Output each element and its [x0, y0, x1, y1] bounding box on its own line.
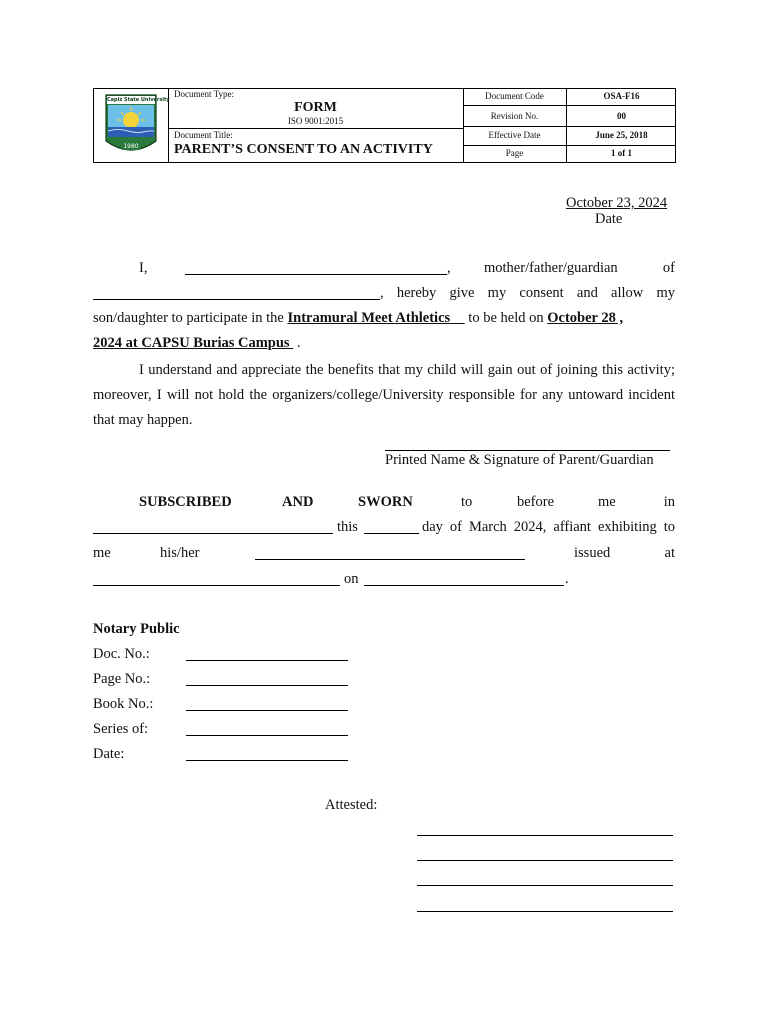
sworn-this: this	[337, 519, 358, 535]
attested-line-1	[417, 835, 673, 836]
parent-name-blank	[185, 260, 447, 275]
sworn-line-2	[93, 519, 675, 539]
consent-paragraph-2: I understand and appreciate the benefits that my child will gain out of joining this activity; moreover, I will not hold the organizers/college/University responsible for any untoward incident that may happen.	[93, 362, 675, 428]
notary-blank	[186, 696, 348, 711]
attested-line-4	[417, 911, 673, 912]
notary-blank	[186, 721, 348, 736]
consent-role: mother/father/guardian	[484, 260, 618, 276]
activity-venue: 2024 at CAPSU Burias Campus	[93, 335, 290, 351]
notary-blank	[186, 671, 348, 686]
notary-label: Series of:	[93, 721, 149, 737]
consent-i: I,	[139, 260, 148, 276]
logo-top-text: Capiz State University	[107, 97, 170, 103]
consent-of: of	[662, 260, 675, 276]
sworn-place-blank	[93, 519, 333, 534]
logo-year: 1980	[123, 143, 139, 150]
notary-field-series	[93, 721, 353, 746]
consent-line-1	[93, 260, 675, 280]
notary-fields	[93, 646, 353, 771]
signature-line	[385, 450, 670, 451]
university-logo	[104, 93, 170, 157]
meta-value-revision: 00	[617, 111, 626, 121]
meta-label-document-code: Document Code	[485, 91, 544, 101]
notary-label: Page No.:	[93, 671, 151, 687]
sworn-line-3	[93, 545, 675, 565]
sworn-issued: issued	[574, 545, 611, 561]
sworn-id-blank	[255, 545, 525, 560]
meta-value-document-code: OSA-F16	[603, 91, 640, 101]
sworn-issued-at-blank	[93, 571, 340, 586]
doc-type-label: Document Type:	[174, 89, 234, 99]
attested-line-2	[417, 860, 673, 861]
consent-line-4: 2024 at CAPSU Burias Campus .	[93, 335, 301, 351]
letter-date: October 23, 2024	[566, 195, 668, 211]
comma: ,	[447, 260, 451, 276]
sworn-and: AND	[282, 494, 314, 510]
sworn-sworn: SWORN	[358, 494, 413, 510]
sworn-day-of: day of March 2024, affiant exhibiting to	[422, 519, 675, 535]
sworn-on: on	[344, 571, 359, 587]
sworn-at: at	[664, 545, 675, 561]
sworn-period: .	[565, 571, 569, 587]
sworn-issued-on-blank	[364, 571, 564, 586]
sworn-in: in	[663, 494, 675, 510]
consent-line-3	[93, 310, 683, 327]
consent-line-2	[93, 285, 675, 305]
consent-held-on: to be held on	[468, 310, 544, 326]
notary-blank	[186, 746, 348, 761]
signature-label: Printed Name & Signature of Parent/Guardian	[385, 452, 654, 468]
sworn-his-her: his/her	[160, 545, 200, 561]
notary-label: Book No.:	[93, 696, 154, 712]
meta-label-page: Page	[505, 148, 524, 158]
notary-field-date	[93, 746, 353, 771]
notary-field-book-no	[93, 696, 353, 721]
sworn-me-2: me	[93, 545, 111, 561]
notary-label: Doc. No.:	[93, 646, 150, 662]
notary-label: Date:	[93, 746, 125, 762]
meta-value-effective-date: June 25, 2018	[595, 130, 648, 140]
sworn-line-4	[93, 571, 675, 591]
sworn-to: to	[461, 494, 473, 510]
attested-line-3	[417, 885, 673, 886]
iso-standard: ISO 9001:2015	[287, 116, 344, 126]
sworn-day-blank	[364, 519, 419, 534]
notary-blank	[186, 646, 348, 661]
meta-value-page: 1 of 1	[611, 148, 632, 158]
doc-type: FORM	[294, 100, 337, 115]
child-name-blank	[93, 285, 380, 300]
consent-hereby: , hereby give my consent and allow my	[380, 285, 675, 301]
consent-participate: son/daughter to participate in the	[93, 310, 284, 326]
sworn-before: before	[517, 494, 555, 510]
meta-label-effective-date: Effective Date	[488, 130, 541, 140]
document-header-table	[93, 88, 676, 163]
sworn-subscribed: SUBSCRIBED	[139, 494, 232, 510]
activity-name: Intramural Meet Athletics	[287, 310, 451, 326]
sworn-line-1	[93, 494, 675, 514]
attested-label: Attested:	[325, 797, 378, 813]
meta-label-revision: Revision No.	[490, 111, 539, 121]
notary-field-page-no	[93, 671, 353, 696]
doc-title-label: Document Title:	[174, 130, 233, 140]
sworn-me: me	[598, 494, 616, 510]
doc-title: PARENT’S CONSENT TO AN ACTIVITY	[174, 142, 433, 157]
letter-date-label: Date	[595, 211, 623, 227]
activity-date: October 28 ,	[547, 310, 624, 326]
notary-field-doc-no	[93, 646, 353, 671]
notary-title: Notary Public	[93, 621, 180, 637]
